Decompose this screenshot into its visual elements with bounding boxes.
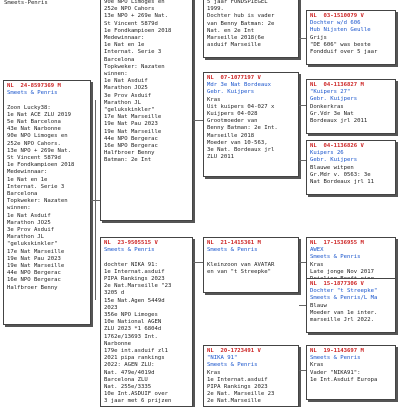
card-line: Nat. 479e/4019d	[104, 369, 155, 376]
pedigree-card-col3-d[interactable]	[203, 345, 299, 407]
card-line: en van "t Streepke"	[207, 268, 271, 275]
card-line: 1e Nat en 1e	[7, 176, 48, 183]
card-line: 3e Nat. Bordeaux jrl	[207, 147, 275, 154]
pedigree-card-col4-5[interactable]	[306, 278, 396, 333]
card-line: 19e Nat Marseille	[104, 128, 162, 135]
card-line: PIPA Rankings 2023	[207, 384, 268, 391]
connector-line	[95, 100, 96, 300]
card-line: 1e Fondkampioen 2018	[104, 27, 172, 34]
owner-name: Smeets & Penris	[310, 254, 361, 261]
owner-name: Smeets & Penris	[207, 362, 258, 369]
card-line: 179e int.asduif zl1	[104, 348, 168, 355]
card-line: 252e NPO Cahors	[104, 6, 155, 13]
card-line: Barcelona ZLU	[104, 376, 148, 383]
card-line: Zoon Lucky38:	[7, 104, 51, 111]
owner-name: Smeets & Penris	[207, 247, 258, 254]
ring-number: NL 04-1136826 V	[310, 143, 364, 149]
card-line: 1e Nat ACE ZLU 2019	[7, 111, 71, 118]
card-line: Barcelona	[104, 56, 135, 63]
card-line: winnen:	[7, 205, 31, 212]
card-lines	[207, 97, 295, 162]
card-line: Benny Batman: 2e Int.	[207, 125, 278, 132]
card-line: 17e Nat Marseille	[104, 114, 162, 121]
card-line: asduif Marseille	[207, 42, 261, 49]
card-line: PIPA Rankings 2023	[104, 276, 165, 283]
card-line: Halfbroer Benny	[7, 284, 58, 291]
pedigree-card-col1[interactable]	[3, 80, 91, 325]
ring-number: NL 20-1723491 V	[207, 348, 261, 354]
ring-number: NL 04-1136827 M	[310, 82, 364, 88]
card-line: Blauwe witpen	[310, 164, 354, 171]
card-line: Donkerkras	[310, 103, 344, 110]
card-line: Grijs	[310, 34, 327, 41]
pedigree-card-col4-3[interactable]	[306, 140, 396, 195]
card-line: Grootmoeder van	[207, 118, 258, 125]
card-line: Kleinzoon van AVATAR	[207, 261, 275, 268]
ring-number: NL 07-1077197 V	[207, 75, 261, 81]
pigeon-name: Dochter w/d 606	[310, 20, 361, 27]
pedigree-card-col4-6[interactable]	[306, 345, 396, 400]
card-line: Uit kuipers 04-027 x	[207, 103, 275, 110]
card-line: van Benny Batman: 2e	[207, 20, 275, 27]
card-line: Fondduif over 5 jaar	[310, 49, 378, 56]
card-line: 44e NPO Bergerac	[104, 135, 158, 142]
card-line: Internat. Serie 3	[7, 183, 65, 190]
card-line: 1e Nat en 1e	[104, 42, 145, 49]
card-line: Moeder van 10-563,	[207, 139, 268, 146]
card-line: 2e Nat. Marseille 23	[207, 391, 275, 398]
card-line: 19e Nat Pau 2023	[104, 121, 158, 128]
pedigree-card-col3-a[interactable]	[203, 0, 299, 58]
card-line: 13e NPO + 269e Nat.	[7, 147, 71, 154]
ring-number: NL 21-1415361 M	[207, 240, 261, 246]
card-line: 19e Nat Marseille	[7, 263, 65, 270]
card-line: 90e NPO Limoges en	[104, 0, 165, 5]
card-line	[104, 254, 189, 261]
card-line: 19e Nat Pau 2023	[7, 255, 61, 262]
card-line: Moeder van 1e inter.	[310, 309, 378, 316]
ring-number: NL 03-1510079 V	[310, 13, 364, 19]
card-line: 2e Nat.Marseille	[207, 398, 261, 405]
card-line: 356e NPO Limoges	[104, 312, 158, 319]
card-line: "gelukskinkler"	[7, 241, 58, 248]
card-line: 5e Nat Barcelona	[7, 119, 61, 126]
card-line: 13e NPO + 269e Nat.	[104, 13, 168, 20]
card-line: 3 jaar met 6 prijzen	[104, 398, 172, 405]
card-line: Barcelona	[7, 191, 38, 198]
card-line: Topkweker: Nazaten	[104, 63, 165, 70]
card-line: marseille Jrl 2022.	[310, 317, 374, 324]
connector-line	[299, 262, 306, 263]
card-line: Blauw	[310, 302, 327, 309]
card-line: Marathon JL	[7, 234, 45, 241]
card-line: 252e NPO Cahors.	[7, 140, 61, 147]
owner-name: Gebr. Kuijpers	[310, 157, 358, 164]
owner-name: Smeets & Penris	[104, 247, 155, 254]
pedigree-card-col4-2[interactable]	[306, 79, 396, 134]
connector-line	[299, 105, 306, 106]
card-line: Marathon JO25	[7, 219, 51, 226]
ring-number: NL 17-1536955 M	[310, 240, 364, 246]
card-line: 3e Prov Asduif	[7, 227, 55, 234]
pigeon-name: Dochter "t Streepke"	[310, 288, 378, 295]
card-line: 2e Nat.Marseille "23	[104, 283, 172, 290]
card-line: Marathon JO25	[104, 85, 148, 92]
card-line: 1e Nat Asduif	[7, 212, 51, 219]
card-lines	[7, 97, 87, 291]
card-line: dochter NIKA 91:	[104, 261, 158, 268]
pigeon-name: "NIKA 91"	[207, 355, 238, 362]
card-line	[207, 254, 295, 261]
pedigree-card-col4-1[interactable]	[306, 10, 396, 65]
card-line: Internat. Serie 3	[104, 49, 162, 56]
owner-name: Gebr. Kuijpers	[310, 96, 358, 103]
card-line: Kras	[207, 96, 221, 103]
card-line: Gr.Vdr 3e Nat	[310, 110, 354, 117]
owner-name: Gebr. Kuijpers	[207, 89, 255, 96]
card-lines	[207, 0, 295, 49]
card-lines	[104, 254, 189, 405]
ring-number: NL 24-8597369 M	[7, 83, 61, 89]
pedigree-card-col2-upper[interactable]	[100, 0, 193, 221]
ring-number: NL 15-1877306 V	[310, 281, 364, 287]
owner-name: Smeets & Penris	[310, 355, 361, 362]
card-line: 2022: AGEN ZLU:	[104, 362, 155, 369]
card-line: 10e Int.ASDUIF over	[104, 391, 168, 398]
card-line: Nat. en 2e Int	[207, 27, 255, 34]
connector-line	[193, 120, 203, 121]
card-line: ZLU 2023 *1 6804d	[104, 326, 162, 333]
card-line: 3e Prov Asduif	[104, 92, 152, 99]
card-line: 1e Int.Asduif Europa	[310, 376, 378, 383]
top-left-owner: Smeets-Penris	[4, 0, 48, 6]
card-line: Vader "NIKA91":	[310, 369, 361, 376]
connector-line	[299, 38, 306, 39]
card-lines	[104, 0, 189, 165]
card-line: Medewinnaar:	[104, 35, 145, 42]
card-line: Nat. 255e/3335	[104, 384, 152, 391]
card-line: Batman: 2e Int	[104, 157, 152, 164]
pigeon-name: Mdr 3e Nat Bordeaux	[207, 82, 271, 89]
card-line: winnen:	[104, 71, 128, 78]
card-line: Kras	[310, 261, 324, 268]
ring-number: NL 23-9505515 V	[104, 240, 158, 246]
card-line: 1999.	[207, 6, 224, 13]
card-line: Marseille 2018	[207, 132, 255, 139]
card-line: 16e NPO Bergerac	[104, 143, 158, 150]
card-line: Gr.Mdr v. 0563: 3e	[310, 171, 371, 178]
connector-line	[299, 160, 306, 161]
ring-number: NL 19-1143697 M	[310, 348, 364, 354]
connector-line	[299, 305, 306, 306]
card-line: 43e Nat Narbonne	[7, 126, 61, 133]
pedigree-card-col2-lower[interactable]	[100, 237, 193, 407]
card-lines	[207, 370, 295, 406]
card-line: "gelukskinkler"	[104, 107, 155, 114]
pigeon-name: Kuipers 26	[310, 150, 344, 157]
pedigree-card-col3-b[interactable]	[203, 72, 299, 177]
card-line: 10e National AGEN	[104, 319, 162, 326]
card-line: Marseille 2018(6e	[207, 35, 265, 42]
card-line: ZLU 2011	[207, 154, 234, 161]
connector-line	[193, 262, 203, 263]
card-line: 15e Nat.Agen 5449d	[104, 297, 165, 304]
card-line: Dochter hub is vader	[207, 13, 275, 20]
owner-name: Smeets & Penris	[7, 90, 58, 97]
card-line: Medewinnaar:	[7, 169, 48, 176]
pigeon-name: AWEX	[310, 247, 324, 254]
card-line: 44e NPO Bergerac	[7, 270, 61, 277]
card-line: Topkweker: Nazaten	[7, 198, 68, 205]
card-line: St Vincent 5879d	[7, 155, 61, 162]
card-line: 5 jaar FONDSPIEGEL	[207, 0, 268, 5]
card-line: Late jonge Nov 2017	[310, 268, 374, 275]
card-lines	[207, 254, 295, 276]
card-line: 3205 d	[104, 290, 125, 297]
card-line: Kras	[207, 369, 221, 376]
card-line: Kras	[310, 362, 324, 369]
card-line: 90e NPO Limoges en	[7, 133, 68, 140]
pedigree-card-col3-c[interactable]	[203, 237, 299, 293]
card-line: 1e Internat.asduif	[104, 268, 165, 275]
card-line: 17e Nat Marseille	[7, 248, 65, 255]
owner-name: Hub Nijsten Geulle	[310, 27, 371, 34]
connector-line	[299, 370, 306, 371]
card-line: 2023	[104, 304, 118, 311]
card-line: 2021 pipa rankings	[104, 355, 165, 362]
card-line: Narbonne	[104, 340, 131, 347]
owner-name: Smeets & Penris/L Ma	[310, 295, 378, 302]
card-line: Marathon JL	[104, 99, 142, 106]
card-line: Nat Bordeaux jrl 11	[310, 179, 374, 186]
card-line: 16e NPO Bergerac	[7, 277, 61, 284]
card-line: St Vincent 5879d	[104, 20, 158, 27]
card-line	[7, 97, 87, 104]
card-line: Halfbroer Benny	[104, 150, 155, 157]
card-line: Bordeaux jrl 2011	[310, 118, 368, 125]
card-line: "DE 606" was beste	[310, 41, 371, 48]
card-line: 1e Nat Asduif	[104, 78, 148, 85]
card-line: 1762e/13693 Int.	[104, 333, 158, 340]
card-line: 1e Internat.asduif	[207, 376, 268, 383]
card-line: Kuijpers 04-028	[207, 111, 258, 118]
pigeon-name: "Kuipers 27"	[310, 89, 351, 96]
card-line: 1e Fondkampioen 2018	[7, 162, 75, 169]
